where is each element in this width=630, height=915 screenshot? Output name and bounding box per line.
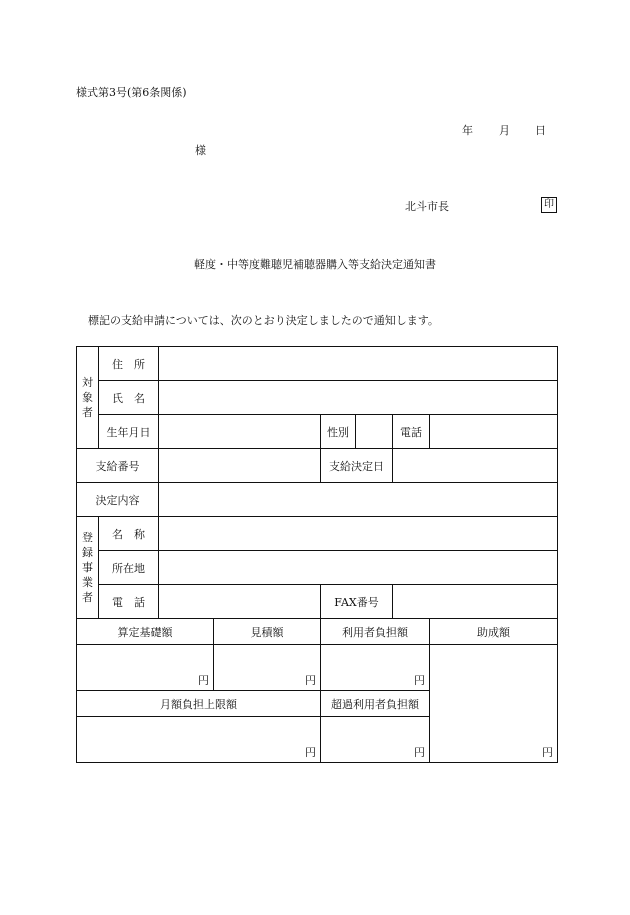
subsidy-amount-label: 助成額 <box>430 619 558 645</box>
address-label: 住 所 <box>99 347 159 381</box>
table-row <box>77 381 558 415</box>
table-row <box>77 645 558 691</box>
table-row <box>77 551 558 585</box>
monthly-cap-field[interactable] <box>77 717 321 763</box>
subject-group-label: 対 象 者 <box>77 347 99 449</box>
yen-unit: 円 <box>414 674 425 687</box>
vendor-group-label: 登 録 事 業 者 <box>77 517 99 619</box>
excess-user-burden-field[interactable] <box>321 717 430 763</box>
payment-decision-date-field[interactable] <box>393 449 558 483</box>
yen-unit: 円 <box>414 746 425 759</box>
gender-label: 性別 <box>321 415 356 449</box>
monthly-cap-label: 月額負担上限額 <box>77 691 321 717</box>
table-row <box>77 415 558 449</box>
vendor-name-field[interactable] <box>159 517 558 551</box>
payment-number-field[interactable] <box>159 449 321 483</box>
birthdate-field[interactable] <box>159 415 321 449</box>
address-field[interactable] <box>159 347 558 381</box>
base-amount-field[interactable] <box>77 645 214 691</box>
estimate-amount-field[interactable] <box>214 645 321 691</box>
date-year-label: 年 <box>462 124 473 137</box>
decision-form-table <box>76 346 558 763</box>
vendor-phone-label: 電 話 <box>99 585 159 619</box>
yen-unit: 円 <box>542 746 554 759</box>
table-row <box>77 347 558 381</box>
yen-unit: 円 <box>305 674 316 687</box>
addressee-honorific: 様 <box>195 144 206 157</box>
vendor-phone-field[interactable] <box>159 585 321 619</box>
payment-decision-date-label: 支給決定日 <box>321 449 393 483</box>
vendor-fax-field[interactable] <box>393 585 558 619</box>
form-number: 様式第3号(第6条関係) <box>76 86 187 99</box>
vendor-fax-label: FAX番号 <box>321 585 393 619</box>
birthdate-label: 生年月日 <box>99 415 159 449</box>
table-row <box>77 483 558 517</box>
intro-text: 標記の支給申請については、次のとおり決定しましたので通知します。 <box>88 314 439 327</box>
table-row <box>77 517 558 551</box>
vendor-location-label: 所在地 <box>99 551 159 585</box>
vendor-location-field[interactable] <box>159 551 558 585</box>
base-amount-label: 算定基礎額 <box>77 619 214 645</box>
table-row <box>77 449 558 483</box>
payment-number-label: 支給番号 <box>77 449 159 483</box>
document-title: 軽度・中等度難聴児補聴器購入等支給決定通知書 <box>194 258 436 271</box>
name-field[interactable] <box>159 381 558 415</box>
vendor-name-label: 名 称 <box>99 517 159 551</box>
yen-unit: 円 <box>305 746 316 759</box>
decision-details-label: 決定内容 <box>77 483 159 517</box>
date-month-label: 月 <box>499 124 510 137</box>
user-burden-field[interactable] <box>321 645 430 691</box>
estimate-amount-label: 見積額 <box>214 619 321 645</box>
table-row <box>77 585 558 619</box>
phone-label: 電話 <box>393 415 430 449</box>
decision-details-field[interactable] <box>159 483 558 517</box>
issuer-name: 北斗市長 <box>405 200 449 213</box>
excess-user-burden-label: 超過利用者負担額 <box>321 691 430 717</box>
date-day-label: 日 <box>535 124 546 137</box>
official-seal-mark: 印 <box>541 197 557 213</box>
user-burden-label: 利用者負担額 <box>321 619 430 645</box>
phone-field[interactable] <box>430 415 558 449</box>
table-row <box>77 619 558 645</box>
name-label: 氏 名 <box>99 381 159 415</box>
subsidy-amount-field[interactable] <box>430 645 558 763</box>
gender-field[interactable] <box>356 415 393 449</box>
yen-unit: 円 <box>198 674 209 687</box>
